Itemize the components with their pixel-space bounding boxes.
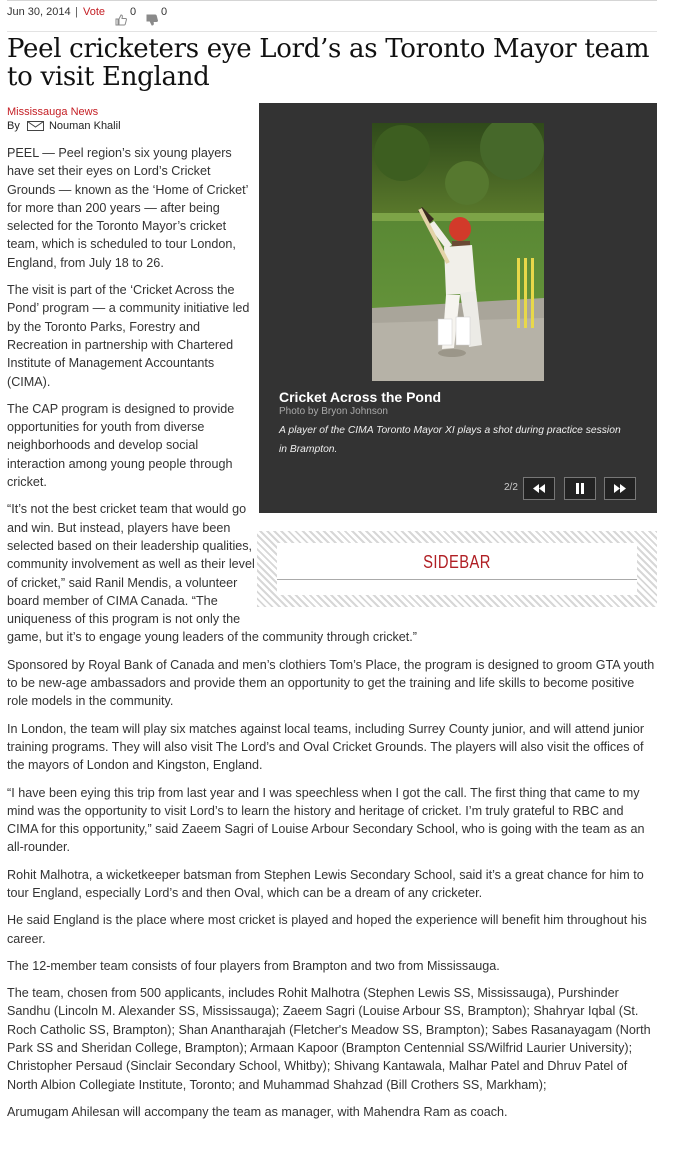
- article-paragraph: The visit is part of the ‘Cricket Across the Pond’ program — a community initiative led by the Toronto Parks, Forestry and Recreation in partnership with Chartered Institute of Management Accountants (CIMA).: [7, 283, 250, 389]
- author-name[interactable]: Nouman Khalil: [48, 120, 121, 132]
- byline: [7, 120, 121, 133]
- article-paragraph: “I have been eying this trip from last year and I was speechless when I got the call. The first thing that came to my mind was the opportunity to visit Lord’s to learn the history and heritage of cricket. I’m truly grateful to RBC and CIMA for this opportunity,” said Zaeem Sagri of Louise Arbour Secondary School, who is going with the team as an all-rounder.: [7, 785, 645, 855]
- photo-credit: Photo by Bryon Johnson: [279, 406, 388, 417]
- article-paragraph: PEEL — Peel region’s six young players have set their eyes on Lord’s Cricket Grounds — known as the ‘Home of Cricket’ for more than 200 years — after being selected for the Toronto Mayor’s cricket team, which is scheduled to tour London, England, from July 18 to 26.: [7, 146, 249, 270]
- article-paragraph: In London, the team will play six matches against local teams, including Surrey County junior, and will attend junior training programs. They will also visit The Lord’s and Oval Cricket Grounds. The players will also visit the offices of the mayors of London and Kingston, England.: [7, 721, 645, 773]
- article-paragraph: The CAP program is designed to provide opportunities for youth from diverse neighborhoods and develop social interaction among young people through cricket.: [7, 401, 235, 490]
- thumbs-down-icon[interactable]: [146, 14, 158, 26]
- next-icon: [613, 483, 627, 494]
- sidebar-box: [257, 531, 657, 607]
- article-meta-bar: [7, 0, 657, 32]
- gallery-photo[interactable]: [372, 123, 544, 381]
- article-paragraph: “It’s not the best cricket team that would go and win. But instead, players have been selected based on their leadership qualities, community involvement as well as their level of cricket,” said Ranil Mendis, a volunteer board member of CIMA Canada. “The uniqueness of this program is not only the game, but it’s to engage young leaders of the community through cricket.”: [7, 502, 417, 645]
- source-link[interactable]: Mississauga News: [7, 106, 99, 118]
- sidebar-inner: [277, 543, 637, 595]
- article-paragraph: The 12-member team consists of four players from Brampton and two from Mississauga.: [7, 958, 500, 973]
- sidebar-title: SIDEBAR: [423, 552, 491, 572]
- pause-slideshow-button[interactable]: [564, 477, 596, 500]
- article-headline: Peel cricketers eye Lord’s as Toronto Mayor team to visit England: [7, 34, 650, 92]
- thumbs-up-icon[interactable]: [115, 14, 127, 26]
- previous-slide-button[interactable]: [523, 477, 555, 500]
- slide-counter: 2/2: [504, 482, 518, 493]
- thumbs-up-count: 0: [130, 6, 137, 18]
- gallery-title: Cricket Across the Pond: [279, 389, 442, 405]
- thumbs-down-count: 0: [161, 6, 168, 18]
- next-slide-button[interactable]: [604, 477, 636, 500]
- envelope-icon[interactable]: [27, 121, 44, 131]
- meta-separator: |: [75, 6, 78, 18]
- article-paragraph: He said England is the place where most cricket is played and hoped the experience will benefit him throughout his career.: [7, 913, 647, 946]
- photo-caption: A player of the CIMA Toronto Mayor XI plays a shot during practice session in Brampton.: [279, 425, 621, 455]
- sidebar-divider: [277, 579, 637, 580]
- vote-label[interactable]: Vote: [83, 6, 106, 18]
- article-paragraph: Sponsored by Royal Bank of Canada and men’s clothiers Tom’s Place, the program is designed to groom GTA youth to be new-age ambassadors and provide them an opportunity to get the training and life skills to become positive role models in the community.: [7, 657, 655, 709]
- article-paragraph: Arumugam Ahilesan will accompany the team as manager, with Mahendra Ram as coach.: [7, 1104, 508, 1119]
- publish-date: Jun 30, 2014: [7, 6, 71, 18]
- previous-icon: [532, 483, 546, 494]
- photo-gallery: [259, 103, 657, 513]
- byline-prefix: By: [7, 120, 20, 132]
- article-paragraph: The team, chosen from 500 applicants, includes Rohit Malhotra (Stephen Lewis SS, Mississauga), Purshinder Sandhu (Lincoln M. Alexander SS, Mississauga); Zaeem Sagri (Louise Arbour SS, Brampton); Shahryar Iqbal (St. Roch Catholic SS, Brampton); Shan Anantharajah (Fletcher's Meadow SS, Brampton); Sabes Rasanayagam (North Park SS and Sheridan College, Brampton); Armaan Kapoor (Brampton Centennial SS/Wilfrid Laurier University); Christopher Persaud (Sinclair Secondary School, Whitby); Shivang Kantawala, Malhar Patel and Dhruv Patel of North Albion Collegiate Institute, Toronto; and Muhammad Shahzad (Bill Crothers SS, Markham);: [7, 986, 651, 1092]
- pause-icon: [573, 483, 587, 494]
- article-paragraph: Rohit Malhotra, a wicketkeeper batsman from Stephen Lewis Secondary School, said it’s a great chance for him to tour England, especially Lord’s and then Oval, which can be a dream of any cricketer.: [7, 867, 644, 900]
